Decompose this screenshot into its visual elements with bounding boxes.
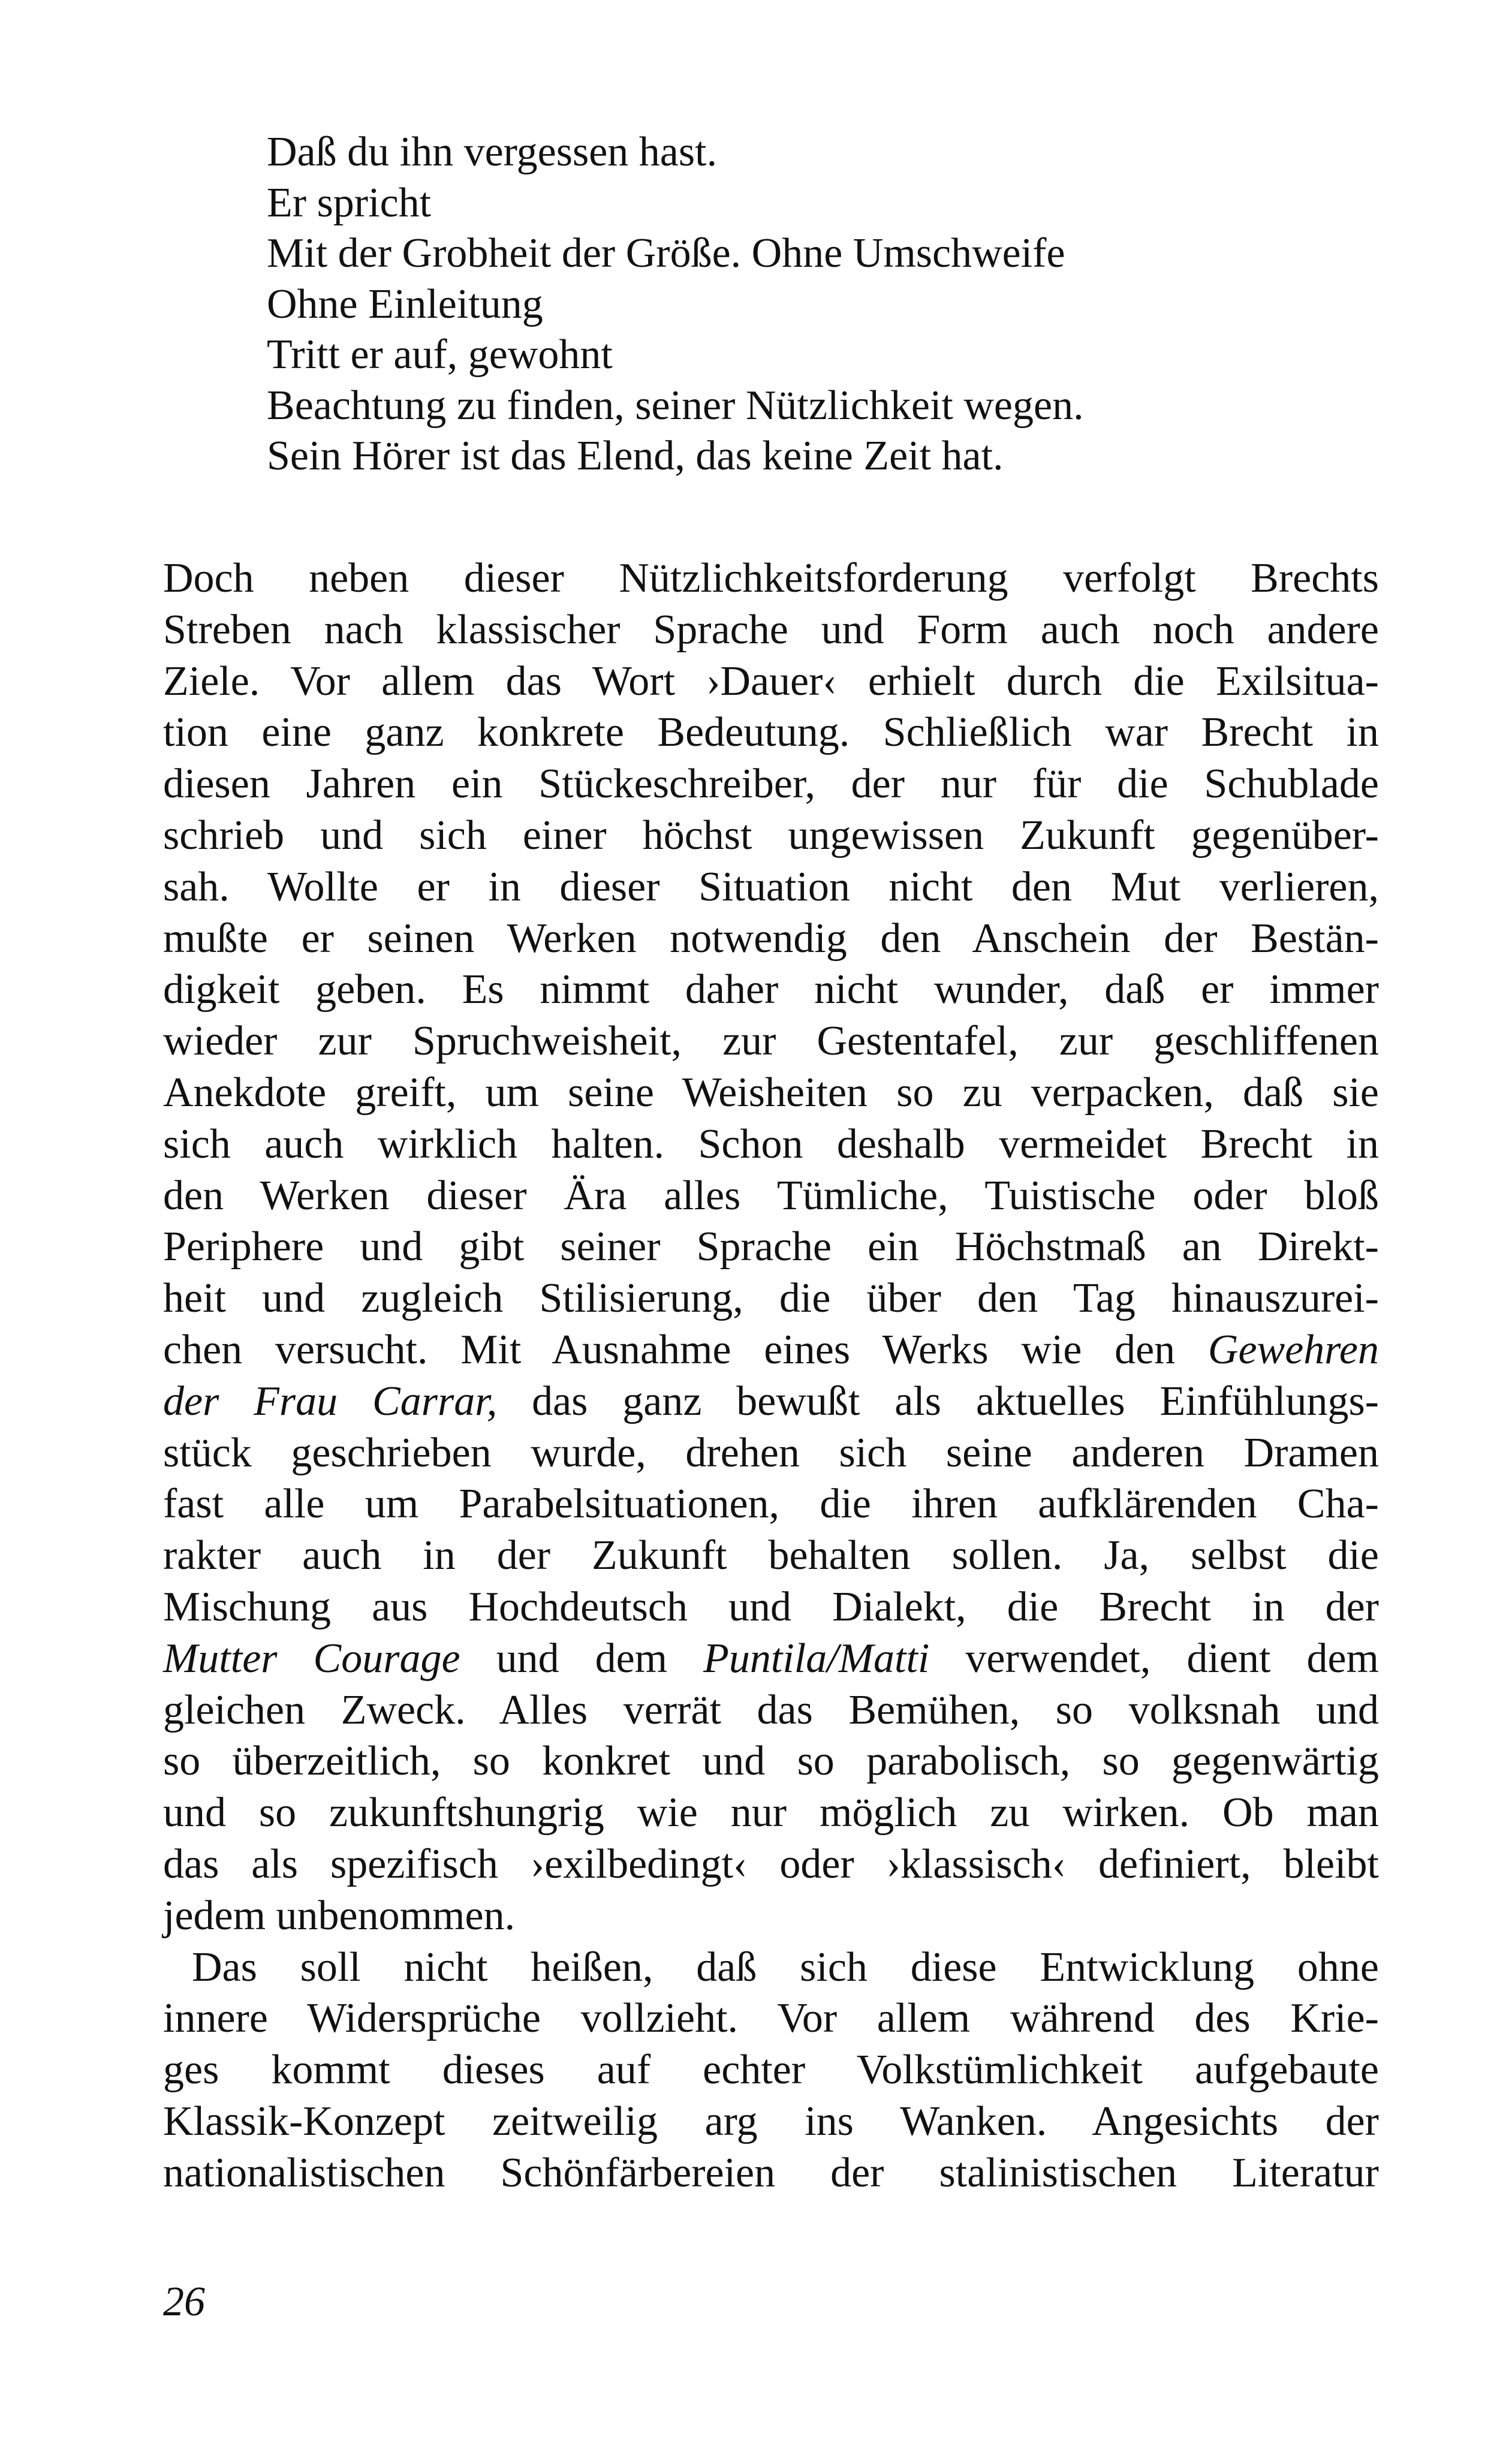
text-line: Streben nach klassischer Sprache und Form auch noch andere [163,606,1379,653]
text-line: das als spezifisch ›exilbedingt‹ oder ›klassisch‹ definiert, bleibt [163,1841,1379,1887]
verse-line: Sein Hörer ist das Elend, das keine Zeit hat. [267,433,1004,479]
verse-quote [267,127,1406,482]
text-line: Ziele. Vor allem das Wort ›Dauer‹ erhielt durch die Exilsitua- [163,658,1379,704]
verse-line: Ohne Einleitung [267,281,543,327]
text-line: fast alle um Parabelsituationen, die ihren aufklärenden Cha- [163,1481,1379,1528]
text-line: tion eine ganz konkrete Bedeutung. Schließlich war Brecht in [163,709,1379,756]
text-line: sich auch wirklich halten. Schon deshalb vermeidet Brecht in [163,1120,1379,1167]
verse-line: Tritt er auf, gewohnt [267,332,613,378]
text-line: Klassik-Konzept zeitweilig arg ins Wanken. Angesichts der [163,2098,1379,2144]
text-line: stück geschrieben wurde, drehen sich seine anderen Dramen [163,1429,1379,1476]
work-title-mutter-courage: Mutter Courage [163,1635,460,1682]
text-line: Anekdote greift, um seine Weisheiten so zu verpacken, daß sie [163,1069,1379,1116]
text-line: rakter auch in der Zukunft behalten sollen. Ja, selbst die [163,1532,1379,1579]
work-title-frau-carrar: der Frau Carrar, [163,1378,498,1424]
verse-line: Beachtung zu finden, seiner Nützlichkeit wegen. [267,382,1084,429]
text-line: ges kommt dieses auf echter Volkstümlichkeit aufgebaute [163,2047,1379,2094]
text-line: jedem unbenommen. [163,1892,516,1939]
text-line: schrieb und sich einer höchst ungewissen Zukunft gegenüber- [163,812,1379,859]
text-line: den Werken dieser Ära alles Tümliche, Tuistische oder bloß [163,1172,1379,1219]
text-line: sah. Wollte er in dieser Situation nicht den Mut verlieren, [163,863,1379,910]
verse-line: Daß du ihn vergessen hast. [267,129,718,175]
text-line: innere Widersprüche vollzieht. Vor allem während des Krie- [163,1995,1379,2042]
verse-line: Er spricht [267,179,432,226]
text-span: das ganz bewußt als aktuelles Einfühlungs- [497,1378,1379,1424]
text-span: verwendet, dient dem [929,1635,1379,1682]
text-span: und dem [460,1635,704,1682]
text-line: wieder zur Spruchweisheit, zur Gestentafel, zur geschliffenen [163,1018,1379,1065]
work-title-puntila-matti: Puntila/Matti [703,1635,930,1682]
text-line [163,1376,1379,1427]
text-line [163,1324,1379,1376]
text-line [163,1633,1379,1685]
text-line: gleichen Zweck. Alles verrät das Bemühen, so volksnah und [163,1686,1379,1733]
text-line: digkeit geben. Es nimmt daher nicht wunder, daß er immer [163,966,1379,1013]
verse-line: Mit der Grobheit der Größe. Ohne Umschweife [267,230,1065,276]
text-line: diesen Jahren ein Stückeschreiber, der nur für die Schublade [163,761,1379,808]
body-text [163,553,1379,2199]
text-line: Periphere und gibt seiner Sprache ein Höchstmaß an Direkt- [163,1224,1379,1270]
page-number: 26 [163,2279,205,2325]
work-title-gewehren: Gewehren [1207,1326,1379,1373]
text-line: Doch neben dieser Nützlichkeitsforderung verfolgt Brechts [163,555,1379,601]
text-line: Das soll nicht heißen, daß sich diese Entwicklung ohne [192,1944,1379,1990]
text-line: heit und zugleich Stilisierung, die über den Tag hinauszurei- [163,1275,1379,1322]
text-line: mußte er seinen Werken notwendig den Anschein der Bestän- [163,915,1379,962]
text-line: und so zukunftshungrig wie nur möglich zu wirken. Ob man [163,1790,1379,1836]
text-line: so überzeitlich, so konkret und so parabolisch, so gegenwärtig [163,1738,1379,1785]
text-span: chen versucht. Mit Ausnahme eines Werks wie den [163,1326,1208,1373]
text-line: nationalistischen Schönfärbereien der stalinistischen Literatur [163,2149,1379,2196]
text-line: Mischung aus Hochdeutsch und Dialekt, die Brecht in der [163,1583,1379,1630]
